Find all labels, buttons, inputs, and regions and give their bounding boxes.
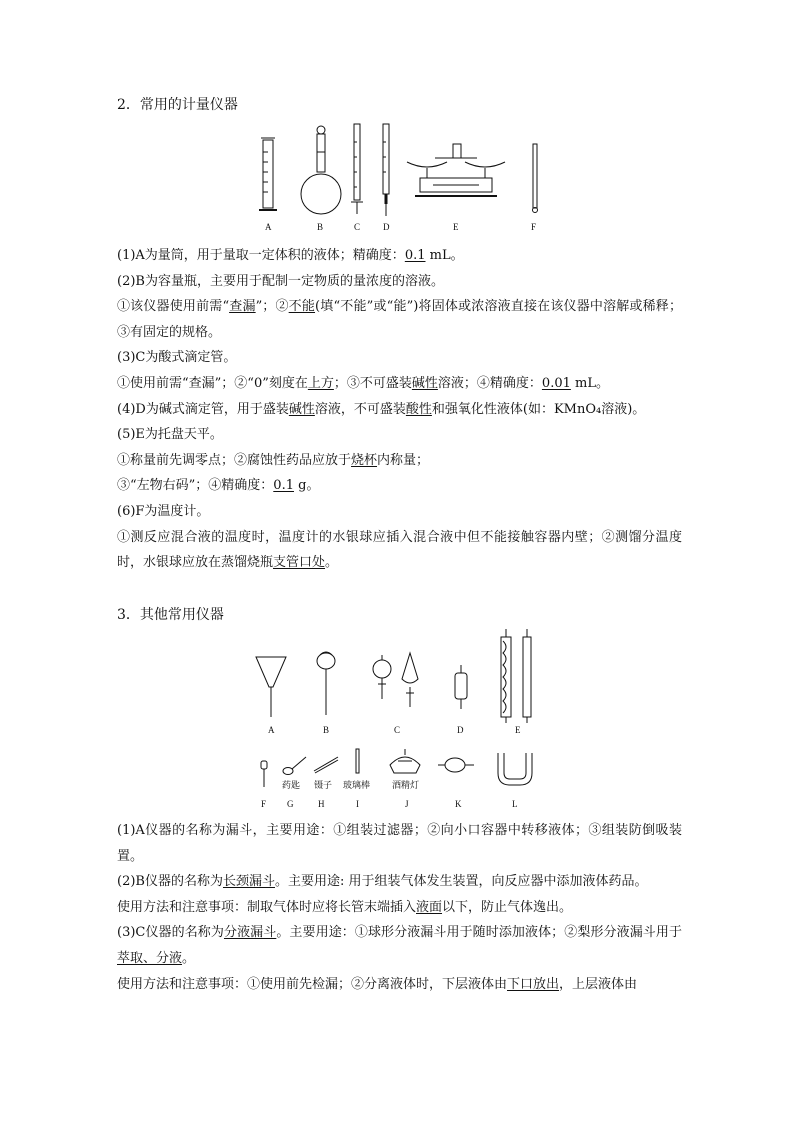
paragraph: (1)A仪器的名称为漏斗，主要用途：①组装过滤器；②向小口容器中转移液体；③组装防倒吸装置。 <box>117 823 682 864</box>
volumetric-flask-icon <box>301 126 341 214</box>
figure-label: J <box>405 799 409 809</box>
section-2-title: 2．常用的计量仪器 <box>117 97 238 113</box>
paragraph: (5)E为托盘天平。 <box>117 427 223 443</box>
text-run: 溶液；④精确度： <box>437 375 542 391</box>
answer-blank: 0.1 <box>273 478 294 494</box>
dropper-icon <box>261 761 267 787</box>
answer-blank: 支管口处 <box>273 555 326 571</box>
figure-label: I <box>356 799 359 809</box>
paragraph <box>117 448 682 474</box>
section-3-title-block <box>117 606 682 624</box>
answer-blank: 下口放出 <box>507 976 560 992</box>
acid-burette-icon <box>351 124 363 214</box>
answer-blank: 查漏 <box>229 299 256 315</box>
measuring-instruments-figure <box>255 122 555 234</box>
text-run: (1)A为量筒，用于量取一定体积的液体；精确度： <box>117 248 405 263</box>
measuring-figure-labels <box>265 222 536 232</box>
answer-blank: 酸性 <box>405 401 432 417</box>
answer-blank: 不能 <box>288 299 316 315</box>
text-run: 以下，防止气体逸出。 <box>442 899 573 915</box>
answer-blank: 0.01 <box>541 375 571 391</box>
u-tube-icon <box>498 753 532 785</box>
drying-tube-icon <box>455 665 467 709</box>
other-figure-row2-labels <box>261 799 518 809</box>
section-2-title-block <box>117 96 682 114</box>
medicine-spoon-icon <box>283 757 306 775</box>
text-run: ①使用前需“查漏”；②“0”刻度在 <box>117 375 308 391</box>
answer-blank: 长颈漏斗 <box>222 874 275 890</box>
figure-label: G <box>287 799 294 809</box>
text-run: ”；② <box>255 299 289 315</box>
separatory-funnel-icon <box>373 653 418 707</box>
bulb-tube-icon <box>438 758 474 772</box>
figure-label: E <box>453 222 459 232</box>
item-name: 玻璃棒 <box>343 781 371 791</box>
text-run: 使用方法和注意事项：①使用前先检漏；②分离液体时，下层液体由 <box>117 976 508 992</box>
base-burette-icon <box>383 124 389 216</box>
figure-label: D <box>383 222 390 232</box>
long-neck-funnel-icon <box>317 652 335 715</box>
paragraph <box>117 972 682 998</box>
text-run: ①测反应混合液的温度时，温度计的水银球应插入混合液中但不能接触容器内壁；②测馏分温度时，水银球应放在蒸馏烧瓶 <box>117 529 682 571</box>
figure-label: F <box>531 222 537 232</box>
paragraph <box>117 294 682 345</box>
paragraph <box>117 473 682 499</box>
answer-blank: 碱性 <box>288 401 315 417</box>
text-run: (2)B仪器的名称为 <box>117 874 223 890</box>
text-run: ①称量前先调零点；②腐蚀性药品应放于 <box>117 452 352 468</box>
section-2-body <box>117 243 682 576</box>
figure-label: B <box>317 222 324 232</box>
text-run: g。 <box>293 478 320 494</box>
section-3-title: 3．其他常用仪器 <box>117 607 224 623</box>
text-run: 。 <box>325 555 339 571</box>
other-figure-item-names <box>282 779 419 791</box>
text-run: (4)D为碱式滴定管，用于盛装 <box>117 401 289 417</box>
balance-icon <box>407 144 505 196</box>
paragraph <box>117 243 682 269</box>
text-run: (填“不能”或“能”)将固体或浓溶液直接在该仪器中溶解或稀释；③有固定的规格。 <box>117 299 682 340</box>
text-run: 使用方法和注意事项：制取气体时应将长管末端插入 <box>117 899 417 915</box>
figure-label: E <box>515 725 521 735</box>
text-run: 。主要用途：①球形分液漏斗用于随时添加液体；②梨形分液漏斗用于 <box>276 925 682 941</box>
figure-label: A <box>268 725 275 735</box>
paragraph <box>117 525 682 576</box>
figure-label: C <box>354 222 361 232</box>
alcohol-lamp-icon <box>390 749 420 773</box>
item-name: 镊子 <box>314 781 333 791</box>
funnel-icon <box>256 657 286 717</box>
paragraph <box>117 869 682 895</box>
text-run: ，上层液体由 <box>559 976 638 992</box>
other-figure-row1-labels <box>268 725 521 735</box>
figure-label: H <box>318 799 325 809</box>
figure-label: K <box>455 799 462 809</box>
text-run: 。主要用途: 用于组装气体发生装置，向反应器中添加液体药品。 <box>274 874 648 890</box>
figure-label: B <box>323 725 330 735</box>
paragraph: (2)B为容量瓶，主要用于配制一定物质的量浓度的溶液。 <box>117 273 444 289</box>
section-3-body <box>117 818 682 997</box>
thermometer-icon <box>533 144 538 213</box>
text-run: ①该仪器使用前需“ <box>117 299 230 315</box>
tweezers-icon <box>314 757 338 773</box>
text-run: 。 <box>182 950 196 966</box>
paragraph <box>117 371 682 397</box>
figure-label: C <box>394 725 401 735</box>
answer-blank: 萃取、分液 <box>117 950 183 966</box>
answer-blank: 液面 <box>416 899 443 915</box>
paragraph <box>117 397 682 423</box>
answer-blank: 分液漏斗 <box>223 925 277 941</box>
figure-label: L <box>512 799 518 809</box>
answer-blank: 烧杯 <box>351 452 378 468</box>
paragraph: (3)C为酸式滴定管。 <box>117 350 237 366</box>
paragraph <box>117 920 682 971</box>
figure-label: F <box>261 799 267 809</box>
item-name: 药匙 <box>282 781 301 791</box>
text-run: ；③不可盛装 <box>333 375 412 391</box>
figure-label: D <box>457 725 464 735</box>
text-run: 和强氧化性液体(如：KMnO₄溶液)。 <box>431 401 646 417</box>
glass-rod-icon <box>356 749 359 773</box>
text-run: ③“左物右码”；④精确度： <box>117 478 274 494</box>
text-run: 溶液，不可盛装 <box>314 401 406 417</box>
answer-blank: 0.1 <box>404 248 426 263</box>
condenser-icon <box>501 629 531 723</box>
paragraph <box>117 895 682 921</box>
text-run: 内称量； <box>377 452 430 468</box>
text-run: (3)C仪器的名称为 <box>117 925 224 941</box>
answer-blank: 碱性 <box>411 375 438 391</box>
figure-label: A <box>265 222 272 232</box>
paragraph: (6)F为温度计。 <box>117 503 210 519</box>
other-instruments-figure <box>250 625 550 810</box>
item-name: 酒精灯 <box>392 781 420 791</box>
text-run: mL。 <box>570 375 609 391</box>
answer-blank: 上方 <box>307 375 334 391</box>
graduated-cylinder-icon <box>259 138 277 210</box>
text-run: mL。 <box>425 248 464 263</box>
